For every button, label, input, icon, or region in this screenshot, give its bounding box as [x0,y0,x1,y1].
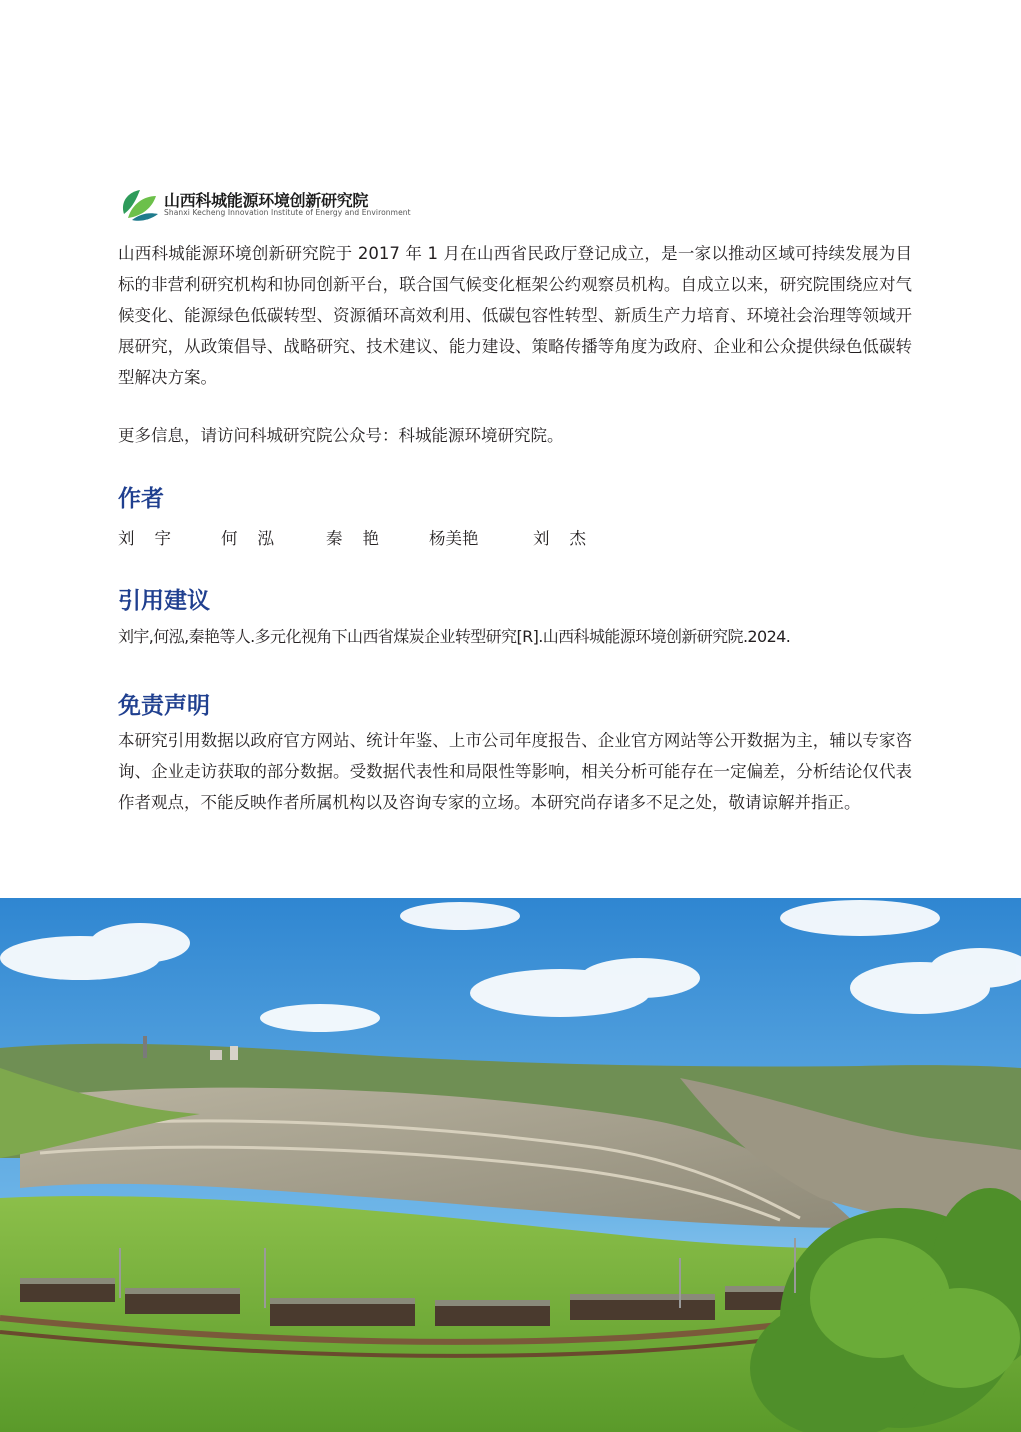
logo-subtitle: Shanxi Kecheng Innovation Institute of Energy and Environment [164,208,411,217]
author-name: 秦艳 [326,529,399,548]
institute-logo [118,184,418,224]
intro-paragraph: 山西科城能源环境创新研究院于 2017 年 1 月在山西省民政厅登记成立，是一家以推动区域可持续发展为目标的非营利研究机构和协同创新平台，联合国气候变化框架公约观察员机构。自成立以来，研究院围绕应对气候变化、能源绿色低碳转型、资源循环高效利用、低碳包容性转型、新质生产力培育、环境社会治理等领域开展研究，从政策倡导、战略研究、技术建议、能力建设、策略传播等角度为政府、企业和公众提供绿色低碳转型解决方案。 [118,244,912,387]
mine-landscape-photo [0,898,1021,1432]
authors-list [118,524,718,554]
citation-heading: 引用建议 [118,588,210,614]
author-name: 杨美艳 [429,529,479,548]
disclaimer-text: 本研究引用数据以政府官方网站、统计年鉴、上市公司年度报告、企业官方网站等公开数据为主，辅以专家咨询、企业走访获取的部分数据。受数据代表性和局限性等影响，相关分析可能存在一定偏差，分析结论仅代表作者观点，不能反映作者所属机构以及咨询专家的立场。本研究尚存诸多不足之处，敬请谅解并指正。 [118,731,912,812]
author-name: 刘杰 [533,529,606,548]
more-info-text: 更多信息，请访问科城研究院公众号：科城能源环境研究院。 [118,426,564,445]
author-name: 刘宇 [118,529,191,548]
logo-title: 山西科城能源环境创新研究院 [164,191,369,210]
author-name: 何泓 [221,529,294,548]
disclaimer-heading: 免责声明 [118,693,210,719]
citation-text: 刘宇,何泓,秦艳等人.多元化视角下山西省煤炭企业转型研究[R].山西科城能源环境创新研究院.2024. [118,627,791,646]
authors-heading: 作者 [118,486,164,512]
leaf-logo-icon [118,184,160,224]
